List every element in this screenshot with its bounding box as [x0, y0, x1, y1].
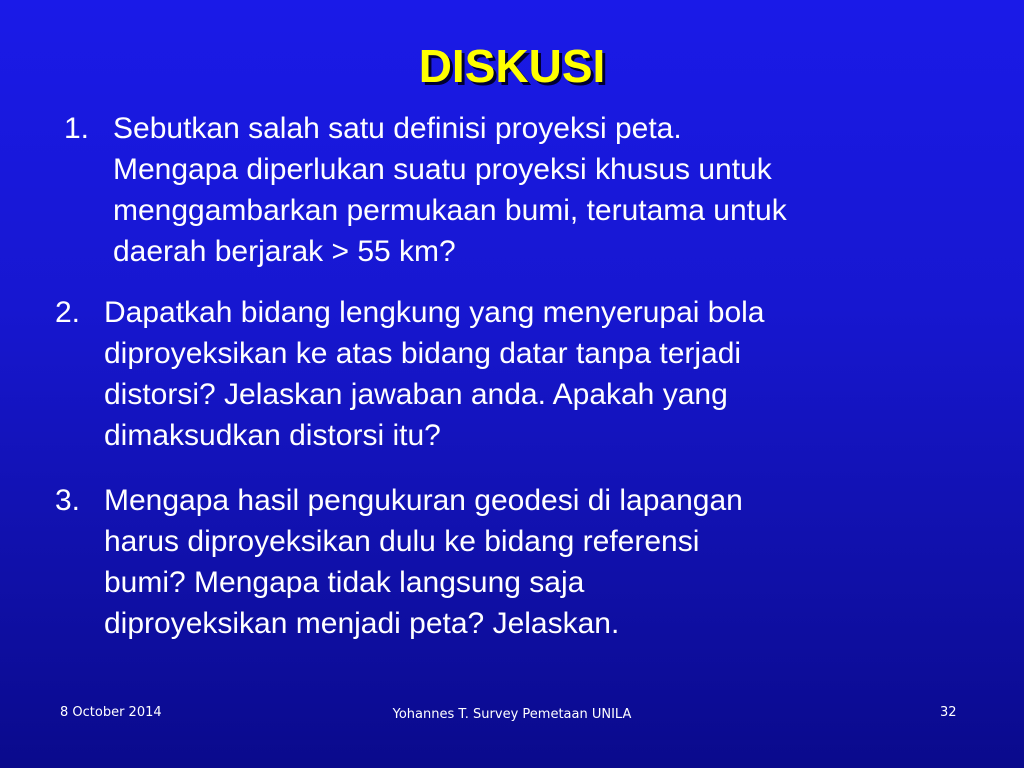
- item-line: dimaksudkan distorsi itu?: [104, 419, 441, 452]
- item-text: [113, 108, 787, 272]
- discussion-item-3: [55, 480, 935, 650]
- item-line: daerah berjarak > 55 km?: [113, 235, 456, 268]
- item-line: bumi? Mengapa tidak langsung saja: [104, 566, 585, 599]
- slide-title: DISKUSI: [418, 40, 606, 92]
- item-line: Dapatkah bidang lengkung yang menyerupai bola: [104, 296, 765, 329]
- discussion-item-1: [64, 108, 944, 278]
- item-text: [104, 292, 764, 456]
- footer-date: 8 October 2014: [60, 705, 162, 720]
- item-line: Mengapa hasil pengukuran geodesi di lapangan: [104, 484, 743, 517]
- item-number: 1.: [64, 112, 90, 145]
- footer-author: Yohannes T. Survey Pemetaan UNILA: [392, 707, 632, 722]
- item-number: 2.: [55, 296, 81, 329]
- item-number: 3.: [55, 484, 81, 517]
- item-line: menggambarkan permukaan bumi, terutama untuk: [113, 194, 787, 227]
- page-number: 32: [940, 705, 957, 720]
- item-line: diproyeksikan ke atas bidang datar tanpa terjadi: [104, 337, 742, 370]
- discussion-item-2: [55, 292, 935, 462]
- item-line: distorsi? Jelaskan jawaban anda. Apakah yang: [104, 378, 728, 411]
- item-text: [104, 480, 743, 644]
- item-line: diproyeksikan menjadi peta? Jelaskan.: [104, 607, 620, 640]
- item-line: harus diproyeksikan dulu ke bidang referensi: [104, 525, 700, 558]
- item-line: Sebutkan salah satu definisi proyeksi peta.: [113, 112, 682, 145]
- item-line: Mengapa diperlukan suatu proyeksi khusus untuk: [113, 153, 772, 186]
